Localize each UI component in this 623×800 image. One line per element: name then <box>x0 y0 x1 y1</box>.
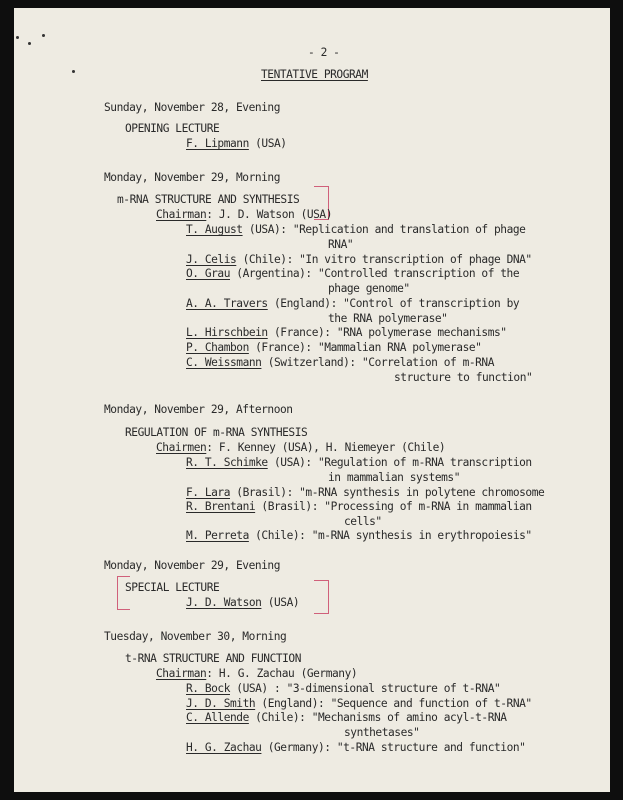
talk-title: (England): "Sequence and function of t-RNA" <box>255 697 532 710</box>
talk-continuation: synthetases" <box>344 726 420 739</box>
talk-speaker: P. Chambon <box>186 341 249 354</box>
talk-speaker: L. Hirschbein <box>186 326 268 339</box>
talk-line <box>186 682 500 696</box>
talk-title: (England): "Control of transcription by <box>267 297 520 310</box>
talk-line <box>186 529 532 543</box>
chair-line <box>156 441 445 455</box>
chair-label: Chairmen <box>156 441 207 454</box>
talk-title: (Switzerland): "Correlation of m-RNA <box>261 356 494 369</box>
talk-title: (Argentina): "Controlled transcription of the <box>230 267 520 280</box>
talk-continuation: structure to function" <box>394 371 533 384</box>
talk-title: (France): "Mammalian RNA polymerase" <box>248 341 482 354</box>
talk-title: (USA): "Replication and translation of phage <box>242 223 526 236</box>
talk-speaker: M. Perreta <box>186 529 249 542</box>
session-topic: m-RNA STRUCTURE AND SYNTHESIS <box>117 193 300 206</box>
document-page <box>14 8 610 792</box>
talk-speaker: J. Celis <box>186 253 237 266</box>
talk-line <box>186 341 481 355</box>
speaker-country: (USA) <box>261 596 300 609</box>
talk-speaker: C. Weissmann <box>186 356 262 369</box>
session-title: Sunday, November 28, Evening <box>104 101 280 114</box>
speaker-line <box>186 137 287 151</box>
speaker-line <box>186 596 299 610</box>
speaker-name: J. D. Watson <box>186 596 262 609</box>
talk-continuation: cells" <box>344 515 382 528</box>
page-heading: TENTATIVE PROGRAM <box>261 68 368 81</box>
talk-line <box>186 326 507 340</box>
talk-line <box>186 223 525 237</box>
talk-title: (Brasil): "m-RNA synthesis in polytene chromosome <box>230 486 545 499</box>
talk-speaker: R. T. Schimke <box>186 456 268 469</box>
talk-speaker: A. A. Travers <box>186 297 268 310</box>
talk-continuation: in mammalian systems" <box>328 471 460 484</box>
chair-label: Chairman <box>156 667 207 680</box>
talk-line <box>186 500 532 514</box>
talk-speaker: F. Lara <box>186 486 230 499</box>
talk-title: (France): "RNA polymerase mechanisms" <box>267 326 507 339</box>
session-title: Monday, November 29, Morning <box>104 171 280 184</box>
talk-line <box>186 697 532 711</box>
talk-continuation: the RNA polymerase" <box>328 312 448 325</box>
chair-names: : J. D. Watson (USA) <box>206 208 333 221</box>
talk-speaker: J. D. Smith <box>186 697 256 710</box>
chair-names: : F. Kenney (USA), H. Niemeyer (Chile) <box>206 441 446 454</box>
talk-speaker: R. Brentani <box>186 500 256 513</box>
scan-speck <box>16 36 19 39</box>
talk-line <box>186 486 544 500</box>
talk-title: (USA): "Regulation of m-RNA transcription <box>267 456 532 469</box>
scan-speck <box>42 34 45 37</box>
chair-line <box>156 208 332 222</box>
talk-continuation: phage genome" <box>328 282 410 295</box>
session-title: Tuesday, November 30, Morning <box>104 630 287 643</box>
chair-line <box>156 667 357 681</box>
talk-line <box>186 741 525 755</box>
talk-speaker: C. Allende <box>186 711 249 724</box>
talk-speaker: H. G. Zachau <box>186 741 262 754</box>
talk-line <box>186 267 519 281</box>
talk-title: (Germany): "t-RNA structure and function" <box>261 741 526 754</box>
talk-speaker: R. Bock <box>186 682 230 695</box>
talk-title: (Brasil): "Processing of m-RNA in mammalian <box>255 500 532 513</box>
talk-line <box>186 356 494 370</box>
scan-speck <box>72 70 75 73</box>
talk-continuation: RNA" <box>328 238 354 251</box>
session-title: Monday, November 29, Evening <box>104 559 280 572</box>
talk-line <box>186 711 507 725</box>
talk-title: (USA) : "3-dimensional structure of t-RNA" <box>230 682 501 695</box>
talk-title: (Chile): "m-RNA synthesis in erythropoiesis" <box>248 529 532 542</box>
chair-label: Chairman <box>156 208 207 221</box>
talk-line <box>186 297 519 311</box>
talk-title: (Chile): "In vitro transcription of phage DNA" <box>236 253 532 266</box>
talk-line <box>186 456 532 470</box>
red-annotation-bracket <box>314 580 329 614</box>
session-topic: REGULATION OF m-RNA SYNTHESIS <box>125 426 308 439</box>
chair-names: : H. G. Zachau (Germany) <box>206 667 358 680</box>
page-number: - 2 - <box>308 46 340 59</box>
speaker-country: (USA) <box>248 137 287 150</box>
talk-speaker: T. August <box>186 223 243 236</box>
speaker-name: F. Lipmann <box>186 137 249 150</box>
scan-speck <box>28 42 31 45</box>
talk-title: (Chile): "Mechanisms of amino acyl-t-RNA <box>248 711 507 724</box>
talk-speaker: O. Grau <box>186 267 230 280</box>
talk-line <box>186 253 532 267</box>
session-label: SPECIAL LECTURE <box>125 581 220 594</box>
session-topic: t-RNA STRUCTURE AND FUNCTION <box>125 652 301 665</box>
session-title: Monday, November 29, Afternoon <box>104 403 293 416</box>
session-label: OPENING LECTURE <box>125 122 220 135</box>
